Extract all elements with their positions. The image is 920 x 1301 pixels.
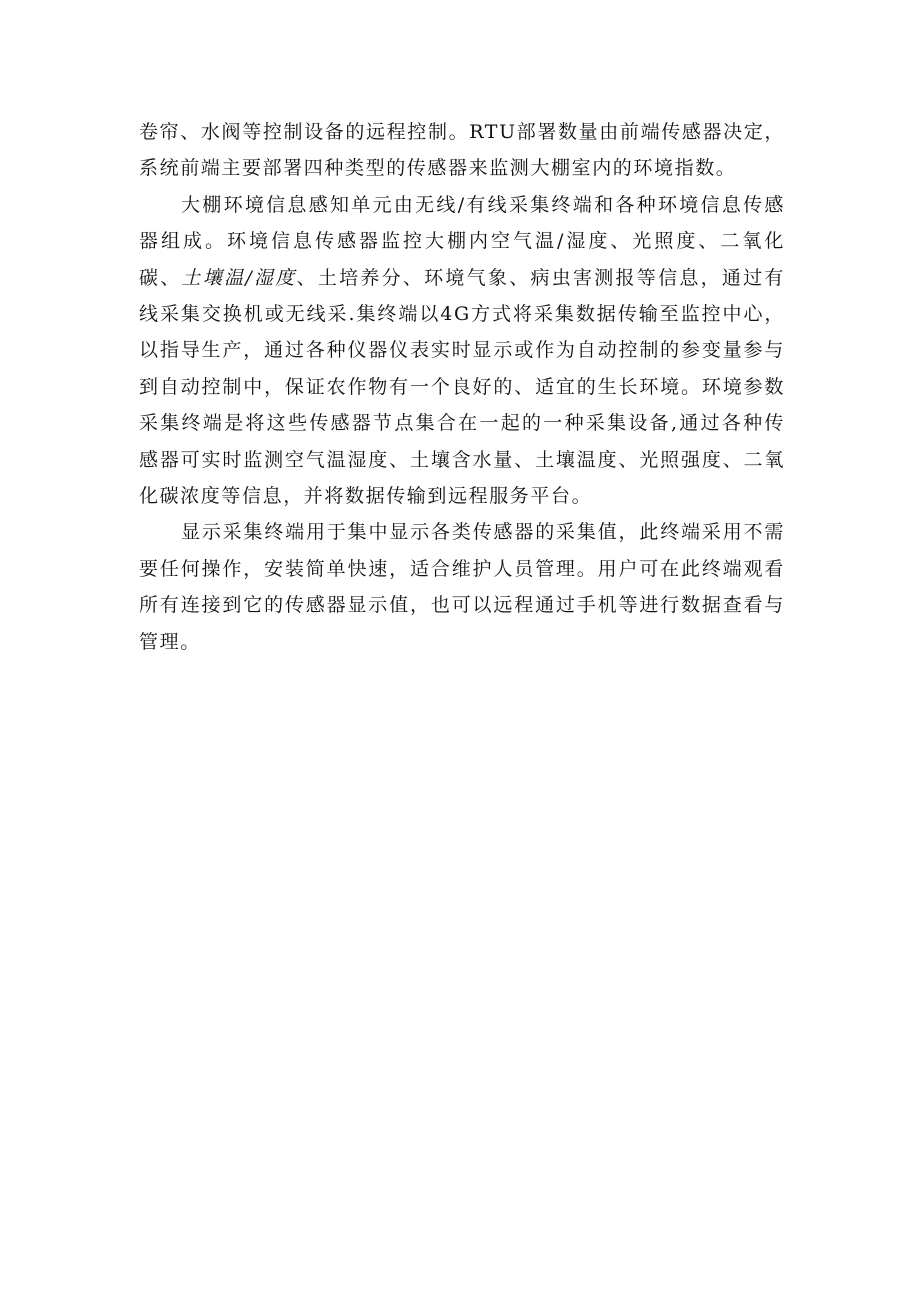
paragraph-3 — [139, 514, 785, 660]
paragraph-2-text-a: 大棚环境信息感知单元由无线/有线采集终端和各种环境信息传感器组成。环境信息传感器监控大棚内空气温/湿度、光照度、二氧化碳、 — [139, 193, 785, 289]
paragraph-2 — [139, 187, 785, 515]
document-body — [139, 114, 785, 660]
paragraph-1 — [139, 114, 785, 187]
paragraph-2-text-b: 、土培养分、环境气象、病虫害测报等信息，通过有线采集交换机或无线采.集终端以4G方式将采集数据传输至监控中心，以指导生产，通过各种仪器仪表实时显示或作为自动控制的参变量参与到自动控制中，保证农作物有一个良好的、适宜的生长环境。环境参数采集终端是将这些传感器节点集合在一起的一种采集设备,通过各种传感器可实时监测空气温湿度、土壤含水量、土壤温度、光照强度、二氧化碳浓度等信息，并将数据传输到远程服务平台。 — [139, 266, 785, 508]
paragraph-3-text: 显示采集终端用于集中显示各类传感器的采集值，此终端采用不需要任何操作，安装简单快速，适合维护人员管理。用户可在此终端观看所有连接到它的传感器显示值，也可以远程通过手机等进行数据查看与管理。 — [139, 521, 785, 653]
paragraph-2-emphasis: 土壤温/湿度 — [181, 266, 297, 289]
paragraph-1-text: 卷帘、水阀等控制设备的远程控制。RTU部署数量由前端传感器决定，系统前端主要部署四种类型的传感器来监测大棚室内的环境指数。 — [139, 121, 785, 180]
